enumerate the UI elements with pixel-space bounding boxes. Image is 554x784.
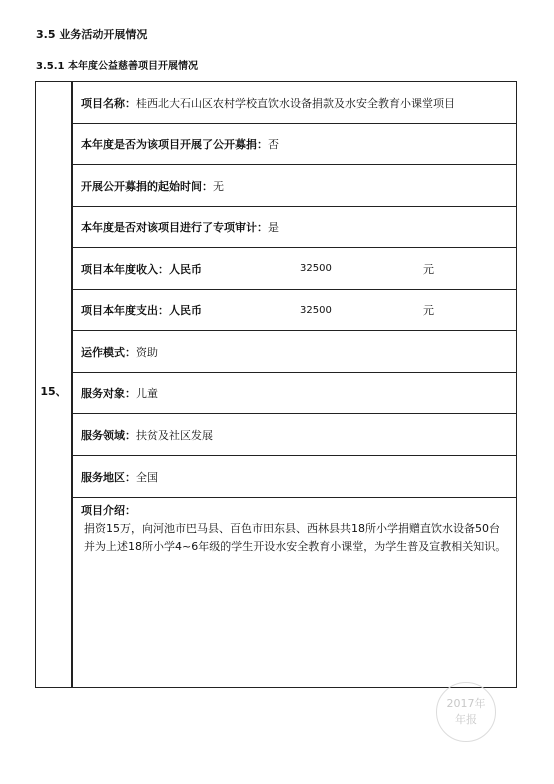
label-public-fundraising: 本年度是否为该项目开展了公开募捐： xyxy=(81,138,268,151)
label-service-field: 服务领域： xyxy=(81,428,136,442)
value-service-target: 儿童 xyxy=(136,387,158,400)
stamp-label: 年报 xyxy=(455,713,477,726)
value-service-field: 扶贫及社区发展 xyxy=(136,428,213,442)
value-expense-amount: 32500 xyxy=(300,304,332,316)
label-expense: 项目本年度支出：人民币 xyxy=(81,304,202,317)
row-service-region xyxy=(72,456,516,498)
value-public-fundraising: 否 xyxy=(268,138,279,151)
project-rows xyxy=(72,82,516,687)
row-public-fundraising xyxy=(72,124,516,165)
value-special-audit: 是 xyxy=(268,221,279,234)
row-operation-mode xyxy=(72,331,516,373)
label-project-name: 项目名称： xyxy=(81,96,136,110)
label-income: 项目本年度收入：人民币 xyxy=(81,262,202,276)
row-income xyxy=(72,248,516,290)
row-fundraising-start xyxy=(72,165,516,207)
value-operation-mode: 资助 xyxy=(136,345,158,359)
value-expense-unit: 元 xyxy=(423,304,434,317)
label-service-target: 服务对象： xyxy=(81,387,136,400)
row-expense xyxy=(72,290,516,331)
value-project-name: 桂西北大石山区农村学校直饮水设备捐款及水安全教育小课堂项目 xyxy=(136,96,455,110)
project-intro xyxy=(72,498,516,687)
row-service-target xyxy=(72,373,516,414)
row-project-name xyxy=(72,82,516,124)
value-income-amount: 32500 xyxy=(300,263,332,274)
intro-label: 项目介绍： xyxy=(81,504,136,517)
entry-index: 15、 xyxy=(40,385,67,398)
label-special-audit: 本年度是否对该项目进行了专项审计： xyxy=(81,221,268,234)
label-service-region: 服务地区： xyxy=(81,470,136,484)
section-title: 3.5 业务活动开展情况 xyxy=(36,28,148,41)
row-service-field xyxy=(72,414,516,456)
value-service-region: 全国 xyxy=(136,470,158,484)
value-income-unit: 元 xyxy=(423,262,434,276)
label-operation-mode: 运作模式： xyxy=(81,345,136,359)
row-special-audit xyxy=(72,207,516,248)
subsection-title: 3.5.1 本年度公益慈善项目开展情况 xyxy=(36,61,198,72)
value-fundraising-start: 无 xyxy=(213,179,224,193)
label-fundraising-start: 开展公开募捐的起始时间： xyxy=(81,179,213,193)
annual-report-stamp xyxy=(436,682,496,742)
intro-text: 捐资15万，向河池市巴马县、百色市田东县、西林县共18所小学捐赠直饮水设备50台并为上述18所小学4~6年级的学生开设水安全教育小课堂，为学生普及宣教相关知识。 xyxy=(84,522,507,553)
stamp-year: 2017年 xyxy=(446,697,486,710)
project-table xyxy=(35,81,517,688)
